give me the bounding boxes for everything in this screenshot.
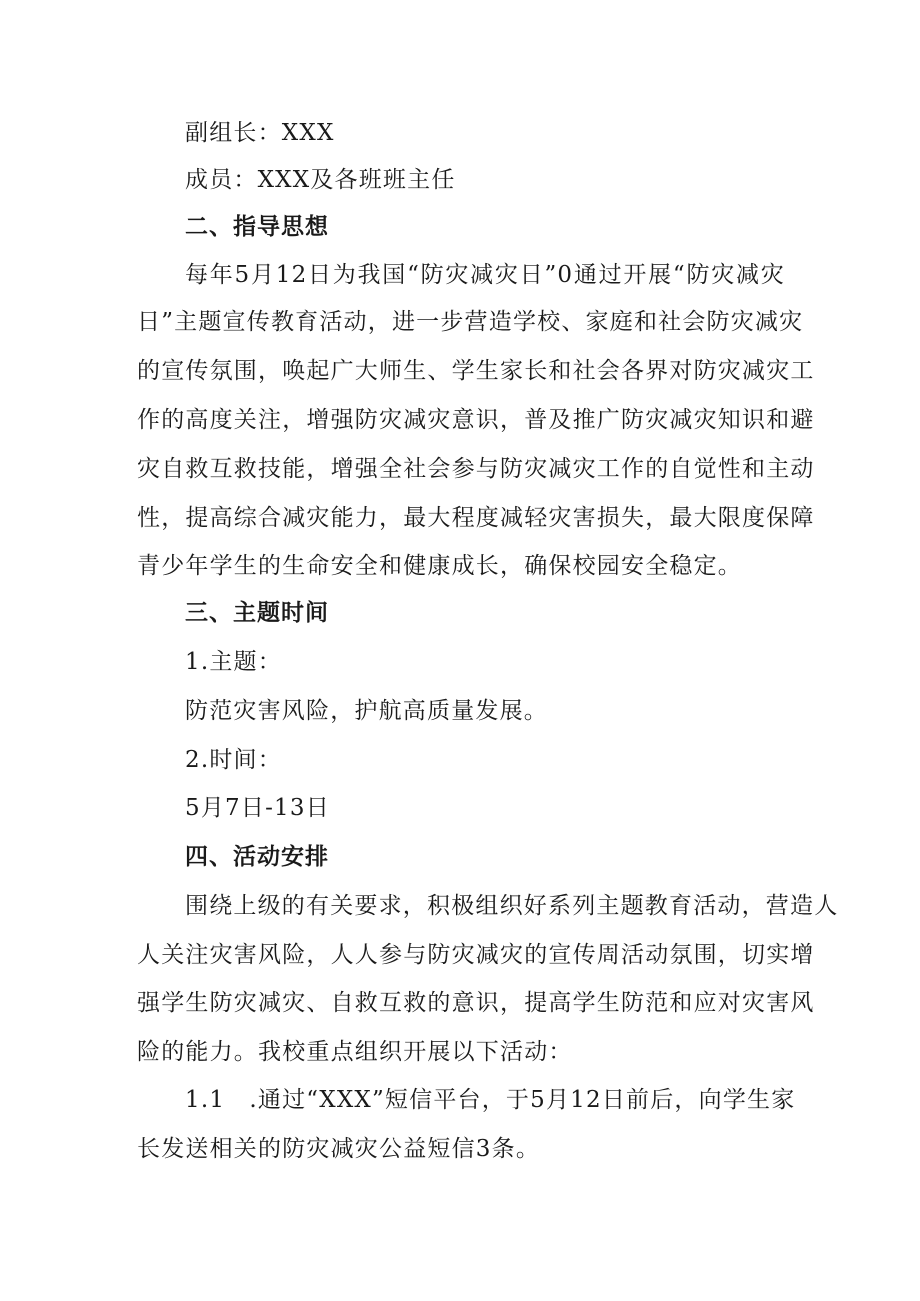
deputy-leader-line: 副组长：XXX xyxy=(185,120,335,146)
paragraph-line: 灾自救互救技能，增强全社会参与防灾减灾工作的自觉性和主动 xyxy=(137,456,815,482)
section-heading-theme-time: 三、主题时间 xyxy=(185,600,329,626)
paragraph-line: 强学生防灾减灾、自救互救的意识，提高学生防范和应对灾害风 xyxy=(137,990,815,1016)
activity-item-1-1-continued: 长发送相关的防灾减灾公益短信3条。 xyxy=(137,1136,541,1162)
paragraph-line: 作的高度关注，增强防灾减灾意识，普及推广防灾减灾知识和避 xyxy=(137,407,815,433)
paragraph-line: 每年5月12日为我国“防灾减灾日”0通过开展“防灾减灾 xyxy=(185,262,785,288)
paragraph-line: 围绕上级的有关要求，积极组织好系列主题教育活动，营造人 xyxy=(185,893,839,919)
paragraph-line: 人关注灾害风险，人人参与防灾减灾的宣传周活动氛围，切实增 xyxy=(137,942,815,968)
theme-value: 防范灾害风险，护航高质量发展。 xyxy=(185,698,548,724)
theme-label: 1.主题： xyxy=(185,649,282,675)
paragraph-line: 性，提高综合减灾能力，最大程度减轻灾害损失，最大限度保障 xyxy=(137,505,815,531)
activity-item-1-1: 1.1 .通过“XXX”短信平台，于5月12日前后，向学生家 xyxy=(185,1087,796,1113)
paragraph-line: 的宣传氛围，唤起广大师生、学生家长和社会各界对防灾减灾工 xyxy=(137,358,815,384)
section-heading-guiding-thought: 二、指导思想 xyxy=(185,214,329,240)
paragraph-line: 日”主题宣传教育活动，进一步营造学校、家庭和社会防灾减灾 xyxy=(137,309,804,335)
paragraph-line: 险的能力。我校重点组织开展以下活动： xyxy=(137,1039,573,1065)
time-label: 2.时间： xyxy=(185,747,282,773)
section-heading-activities: 四、活动安排 xyxy=(185,844,329,870)
paragraph-line: 青少年学生的生命安全和健康成长，确保校园安全稳定。 xyxy=(137,553,742,579)
time-value: 5月7日-13日 xyxy=(185,795,330,821)
members-line: 成员：XXX及各班班主任 xyxy=(185,167,456,193)
